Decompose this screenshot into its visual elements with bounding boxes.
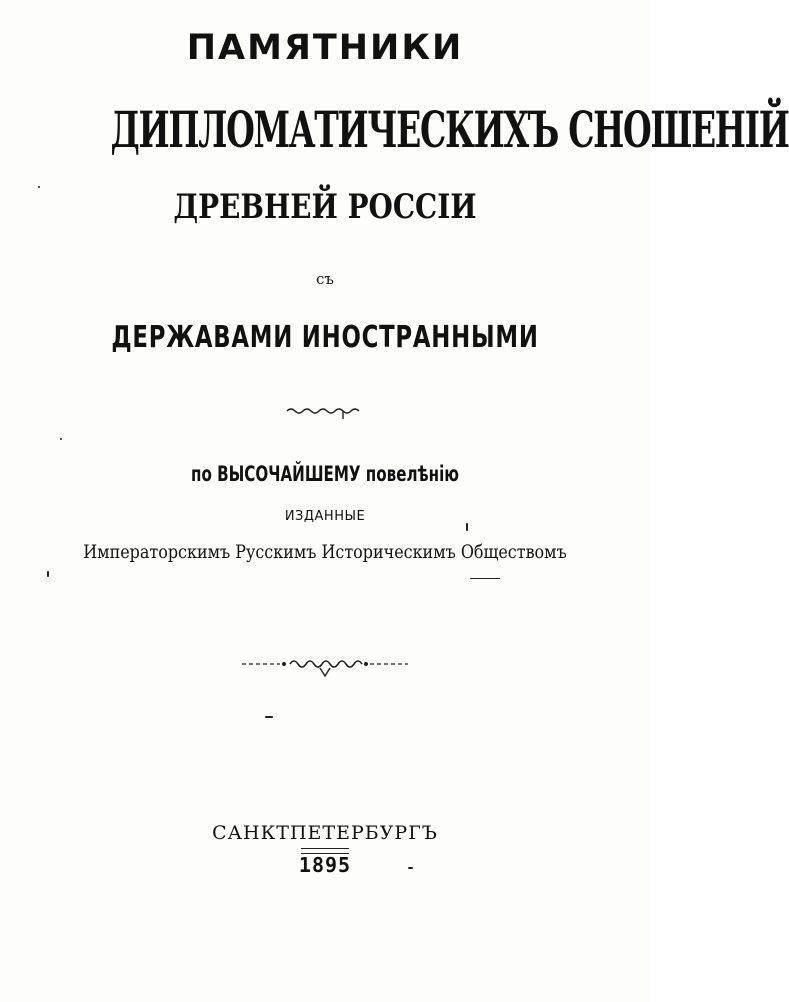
scan-speck — [265, 716, 273, 718]
year-line: 1895 — [298, 853, 352, 877]
city-line: САНКТПЕТЕРБУРГЪ — [212, 822, 438, 844]
society-line: Императорскимъ Русскимъ Историческимъ Обществомъ — [83, 541, 567, 563]
title-line-3: ДРЕВНЕЙ РОССІИ — [173, 187, 477, 227]
connector-word: съ — [316, 270, 334, 288]
scan-speck — [38, 186, 40, 188]
scroll-rule-ornament — [0, 654, 650, 680]
published-line: ИЗДАННЫЕ — [284, 509, 366, 524]
title-line-4: ДЕРЖАВАМИ ИНОСТРАННЫМИ — [111, 320, 539, 355]
scan-speck — [47, 571, 49, 577]
title-line-1: ПАМЯТНИКИ — [186, 28, 464, 68]
scan-speck — [466, 523, 468, 531]
wavy-rule-ornament — [0, 403, 650, 423]
scan-speck — [408, 867, 413, 869]
scan-speck — [60, 438, 62, 440]
authority-line: по ВЫСОЧАЙШЕМУ повелѣнію — [191, 462, 459, 486]
title-line-2: ДИПЛОМАТИЧЕСКИХЪ СНОШЕНІЙ — [110, 100, 789, 159]
scan-speck — [470, 578, 500, 579]
